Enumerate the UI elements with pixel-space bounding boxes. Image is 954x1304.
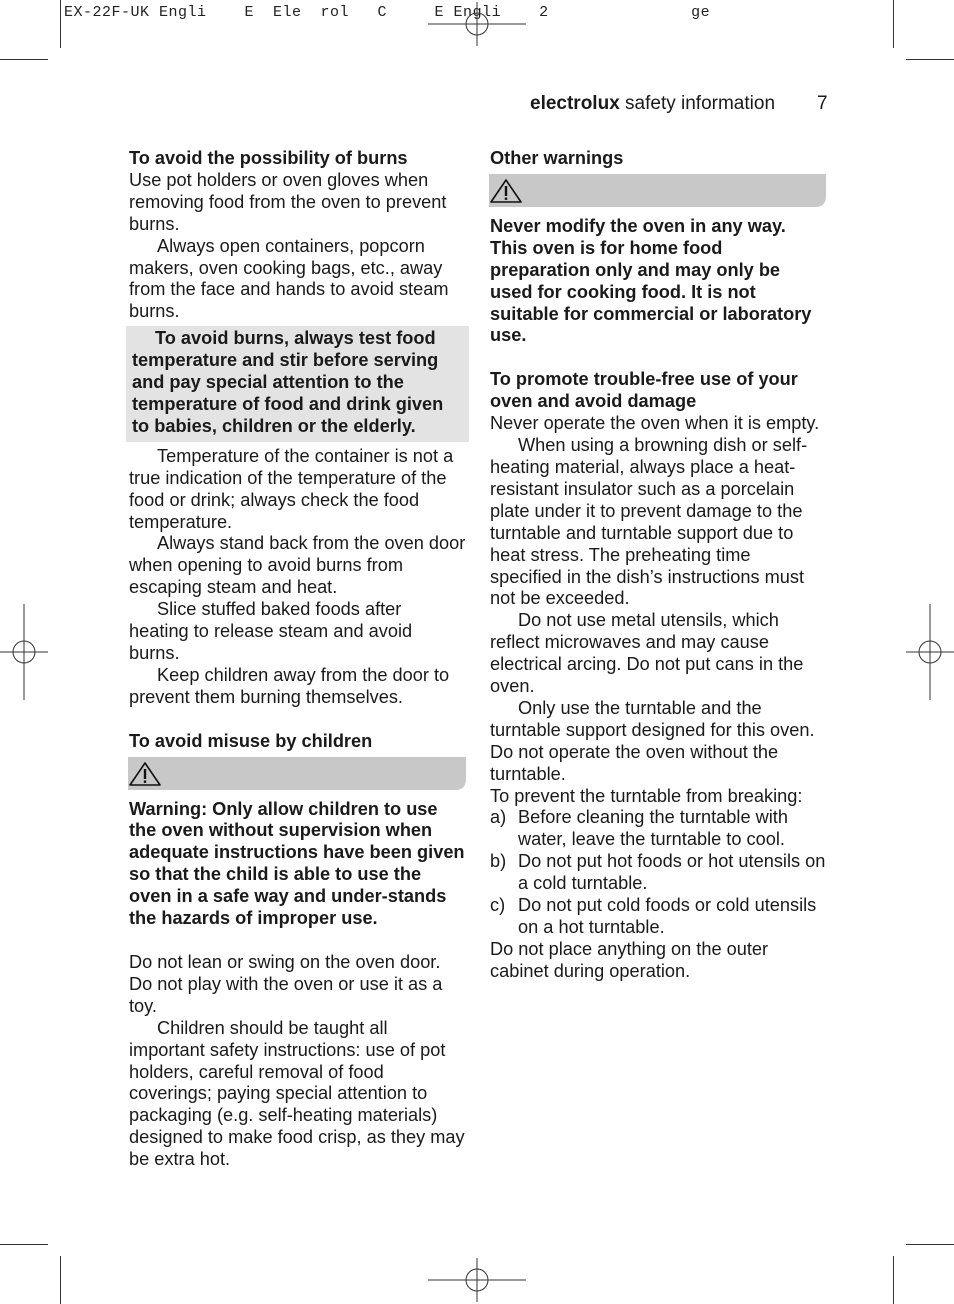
burns-highlight-box	[126, 326, 469, 442]
list-item	[490, 895, 826, 939]
list-item	[490, 851, 826, 895]
page-number: 7	[817, 93, 828, 114]
left-column	[129, 148, 466, 1171]
list-marker: a)	[490, 807, 507, 828]
list-item	[490, 807, 826, 851]
crop-mark	[893, 1256, 894, 1304]
burns-paragraph: Temperature of the container is not a true indication of the temperature of the food or drink; always check the food temperature.	[129, 445, 454, 532]
warning-bar	[489, 174, 826, 207]
children-warning-text: Warning: Only allow children to use the oven without supervision when adequate instructions have been given so that the child is able to use the oven in a safe way and under-stands the hazards of improper use.	[129, 798, 465, 929]
other-warnings-heading: Other warnings	[490, 148, 624, 168]
other-warning-text: Never modify the oven in any way. This oven is for home food preparation only and may only be used for cooking food. It is not suitable for commercial or laboratory use.	[490, 215, 812, 346]
crop-mark	[0, 1244, 48, 1245]
damage-paragraph: To prevent the turntable from breaking:	[490, 785, 803, 806]
list-text: Do not put cold foods or cold utensils on a hot turntable.	[518, 895, 817, 937]
crop-mark	[906, 1244, 954, 1245]
print-slug: EX-22F-UK Engli E Ele rol C E Engli 2 ge	[64, 4, 711, 21]
right-column	[490, 148, 826, 983]
registration-mark-icon	[0, 604, 48, 700]
damage-heading: To promote trouble-free use of your oven and avoid damage	[490, 369, 798, 412]
list-marker: c)	[490, 895, 506, 916]
list-text: Do not put hot foods or hot utensils on a cold turntable.	[518, 851, 826, 894]
crop-mark	[60, 0, 61, 48]
burns-highlight-text: To avoid burns, always test food temperature and stir before serving and pay special attention to the temperature of food and drink given to babies, children or the elderly.	[132, 328, 444, 436]
list-text: Before cleaning the turntable with water, leave the turntable to cool.	[518, 807, 788, 850]
damage-paragraph: Only use the turntable and the turntable support designed for this oven. Do not operate the oven without the turntable.	[490, 697, 815, 784]
crop-mark	[60, 1256, 61, 1304]
damage-paragraph: Do not use metal utensils, which reflect microwaves and may cause electrical arcing. Do not put cans in the oven.	[490, 610, 804, 697]
crop-mark	[893, 0, 894, 48]
damage-paragraph: Do not place anything on the outer cabinet during operation.	[490, 938, 769, 981]
warning-triangle-icon	[489, 178, 523, 204]
damage-paragraph: Never operate the oven when it is empty.	[490, 413, 820, 434]
warning-bar	[128, 757, 466, 790]
children-heading: To avoid misuse by children	[129, 730, 373, 751]
children-paragraph: Children should be taught all important safety instructions: use of pot holders, careful removal of food coverings; paying special attention to packaging (e.g. self-heating materials) designed to make food crisp, as they may be extra hot.	[129, 1017, 465, 1170]
registration-mark-icon	[428, 1258, 526, 1302]
children-paragraph: Do not lean or swing on the oven door. Do not play with the oven or use it as a toy.	[129, 952, 443, 1016]
section-title: safety information	[625, 93, 776, 114]
list-marker: b)	[490, 851, 507, 872]
burns-paragraph: Keep children away from the door to prevent them burning themselves.	[129, 664, 450, 707]
burns-heading: To avoid the possibility of burns	[129, 148, 408, 168]
registration-mark-icon	[428, 2, 526, 46]
burns-paragraph: Always stand back from the oven door when opening to avoid burns from escaping steam and heat.	[129, 533, 466, 598]
damage-paragraph: When using a browning dish or self-heating material, always place a heat-resistant insulator such as a porcelain plate under it to prevent damage to the turntable and turntable support due to heat stress. The preheating time specified in the dish’s instructions must not be exceeded.	[490, 435, 808, 609]
registration-mark-icon	[906, 604, 954, 700]
brand-name: electrolux	[530, 93, 620, 114]
crop-mark	[906, 59, 954, 60]
burns-paragraph: Always open containers, popcorn makers, oven cooking bags, etc., away from the face and hands to avoid steam burns.	[129, 235, 449, 322]
warning-triangle-icon	[128, 761, 162, 787]
crop-mark	[0, 59, 48, 60]
running-header	[530, 93, 775, 115]
burns-paragraph: Slice stuffed baked foods after heating to release steam and avoid burns.	[129, 599, 413, 663]
burns-paragraph: Use pot holders or oven gloves when removing food from the oven to prevent burns.	[129, 169, 447, 234]
